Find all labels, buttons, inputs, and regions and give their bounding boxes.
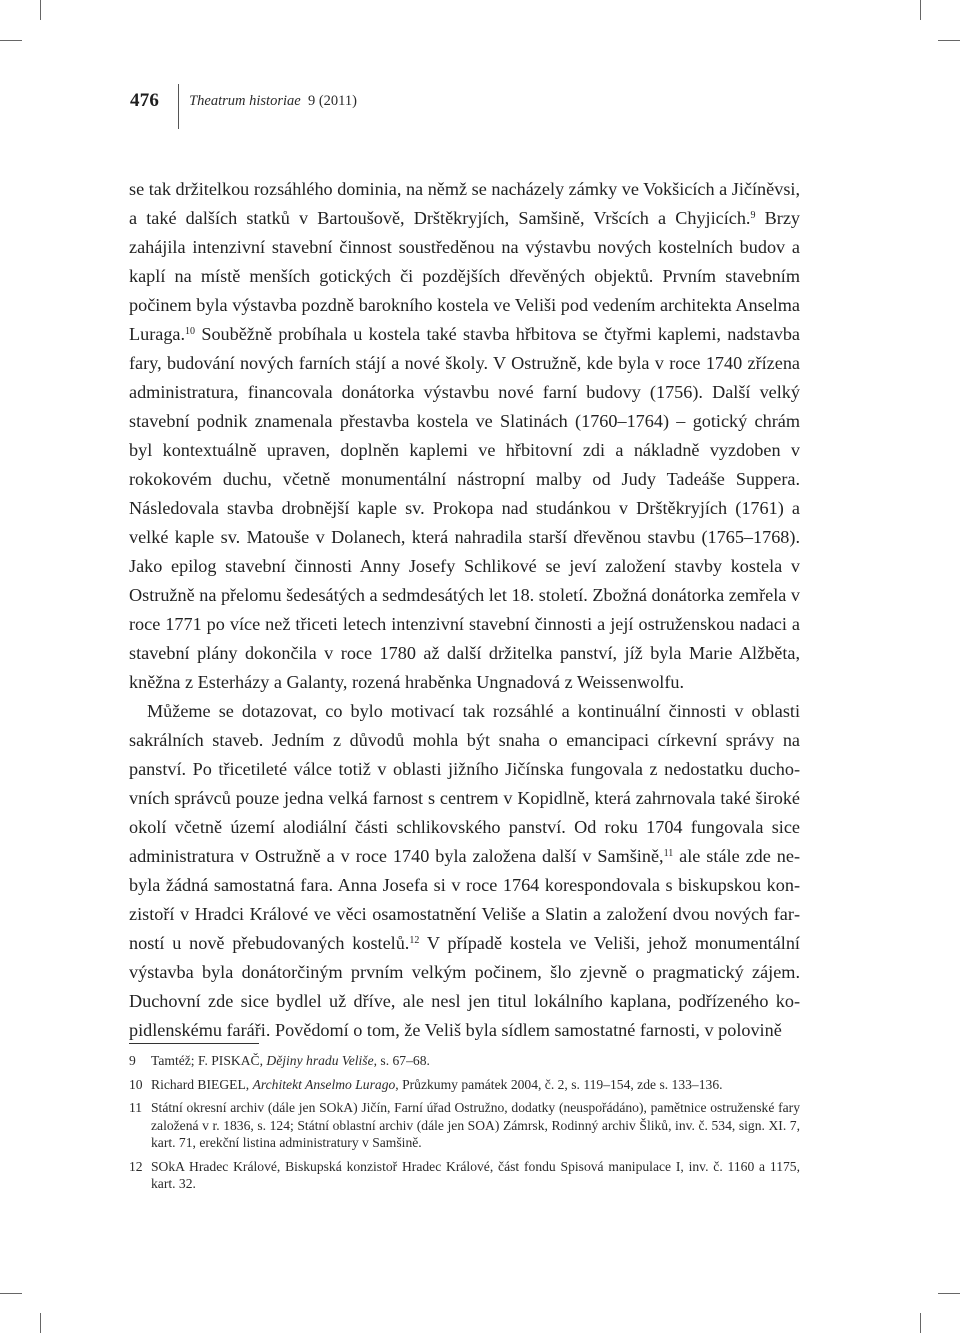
text-run: Můžeme se dotazovat, co bylo motivací tak rozsáhlé a kontinuální činnosti v oblasti sakrálních staveb. Jedním z důvodů mohla být snaha o emancipaci církevní správy na panství. Po třicetileté válce totiž v oblasti jižního Jičínska fungovala z nedostatku duchovních správců pouze jedna velká farnost s centrem v Kopidlně, která zahrnovala také široké okolí včetně území alodiální části schlikovského panství. Od roku 1704 fungovala sice administratura v Ostružně a v roce 1740 byla založena další v Samšině, <box>129 701 800 866</box>
paragraph <box>129 697 800 1045</box>
footnotes <box>129 1052 800 1199</box>
crop-mark <box>40 0 41 20</box>
crop-mark <box>920 0 921 20</box>
footnote-11 <box>129 1099 800 1152</box>
crop-mark <box>938 40 960 41</box>
text-run: se tak držitelkou rozsáhlého dominia, na němž se nacházely zámky ve Vokšicích a Jičíněvsi, a také dalších statků v Bartoušově, Drštěkryjích, Samšině, Vršcích a Chyjicích. <box>129 179 800 228</box>
page-number: 476 <box>130 90 160 111</box>
crop-mark <box>40 1313 41 1333</box>
italic-title: Architekt Anselmo Lurago <box>252 1076 396 1092</box>
footnote-number: 10 <box>129 1076 143 1092</box>
header-divider <box>178 84 179 129</box>
text-run: V případě kostela ve Veliši, jehož monumentální výstavba byla donátorčiným prvním velkým počinem, šlo zjevně o pragmatický zájem. Duchovní zde sice bydlel už dříve, ale nesl jen titul lokálního kaplana, podřízeného kopidlenskému faráři. Povědomí o tom, že Veliš byla sídlem samostatné farnosti, v polovině <box>129 933 800 1040</box>
text-run: SOkA Hradec Králové, Biskupská konzistoř Hradec Králové, část fondu Spisová manipulace I, inv. č. 1160 a 1175, kart. 32. <box>151 1158 800 1191</box>
footnote-text <box>151 1099 800 1152</box>
footnote-reference: 11 <box>663 848 674 859</box>
text-run: Richard BIEGEL, <box>151 1076 253 1092</box>
journal-name: Theatrum historiae <box>189 93 301 109</box>
italic-title: Dějiny hradu Veliše <box>266 1053 374 1068</box>
body-text <box>129 175 800 1045</box>
text-run: Souběžně probíhala u kostela také stavba hřbitova se čtyřmi kaplemi, nadstavba fary, budování nových farních stájí a nové školy. V Ostružně, kde byla v roce 1740 zřízena administratura, financovala donátorka výstavbu nové farní budovy (1756). Další velký stavební podnik znamenala přestavba kostela ve Slatinách (1760–1764) – gotický chrám byl kontextuálně upraven, doplněn kaplemi ve hřbitovní zdi a nákladně vyzdoben v rokokovém duchu, včetně monumentální nástropní malby od Judy Tadeáše Suppera. Následovala stavba drobnější kaple sv. Prokopa nad studánkou v Drštěkryjích (1761) a velké kaple sv. Matouše v Dolanech, která nahradila starší dřevěnou stavbu (1765–1768). Jako epilog stavební činnosti Anny Josefy Schlikové se jeví založení stavby kostela v Ostružně na přelomu šedesátých a sedmdesátých let 18. století. Zbožná donátorka zemřela v roce 1771 po více než třiceti letech intenzivní stavební činnosti a její ostruženskou nadaci a stavební plány dokončila v roce 1780 až další držitelka panství, jíž byla Marie Alžběta, kněžna z Esterházy a Galanty, rozená hraběnka Ungnadová z Weissenwolfu. <box>129 324 800 692</box>
footnote-reference: 10 <box>185 326 196 337</box>
crop-mark <box>0 1293 22 1294</box>
text-run: Brzy zahájila intenzivní stavební činnost soustředěnou na výstavbu nových kostelních budov a kaplí na místě menších gotických či pozdějších dřevěných objektů. Prvním stavebním počinem byla výstavba pozdně barokního kostela ve Veliši pod vedením architekta Anselma Luraga. <box>129 208 800 344</box>
footnote-10 <box>129 1076 800 1094</box>
crop-mark <box>938 1293 960 1294</box>
footnote-9 <box>129 1052 800 1070</box>
text-run: ale stále zde nebyla žádná samostatná fara. Anna Josefa si v roce 1764 korespondovala s biskupskou konzistoří v Hradci Králové ve věci osamostatnění Veliše a Slatin a založení dvou nových farností u nově přebudovaných kostelů. <box>129 846 800 953</box>
footnote-reference: 9 <box>750 210 756 221</box>
text-run: , s. 67–68. <box>373 1053 430 1068</box>
footnote-text <box>151 1076 800 1094</box>
text-run: Tamtéž; F. PISKAČ, <box>151 1053 267 1068</box>
footnote-text <box>151 1158 800 1193</box>
footnote-number: 9 <box>129 1053 136 1068</box>
footnote-number: 11 <box>129 1100 143 1115</box>
journal-title <box>189 84 357 118</box>
text-run: , Průzkumy památek 2004, č. 2, s. 119–154, zde s. 133–136. <box>395 1076 723 1092</box>
footnote-text <box>151 1052 800 1070</box>
crop-mark <box>920 1313 921 1333</box>
paragraph <box>129 175 800 697</box>
footnote-12 <box>129 1158 800 1193</box>
running-head <box>130 84 357 129</box>
footnote-reference: 12 <box>409 935 420 946</box>
crop-mark <box>0 40 22 41</box>
footnote-number: 12 <box>129 1158 143 1174</box>
journal-issue: 9 (2011) <box>307 93 357 109</box>
footnote-divider <box>129 1043 259 1044</box>
text-run: Státní okresní archiv (dále jen SOkA) Jičín, Farní úřad Ostružno, dodatky (neuspořádáno), pamětnice ostruženské fary založená v r. 1836, s. 124; Státní oblastní archiv (dále jen SOA) Zámrsk, Rodinný archiv Šliků, inv. č. 534, sign. XI. 7, kart. 71, erekční listina administratury v Samšině. <box>151 1100 800 1150</box>
